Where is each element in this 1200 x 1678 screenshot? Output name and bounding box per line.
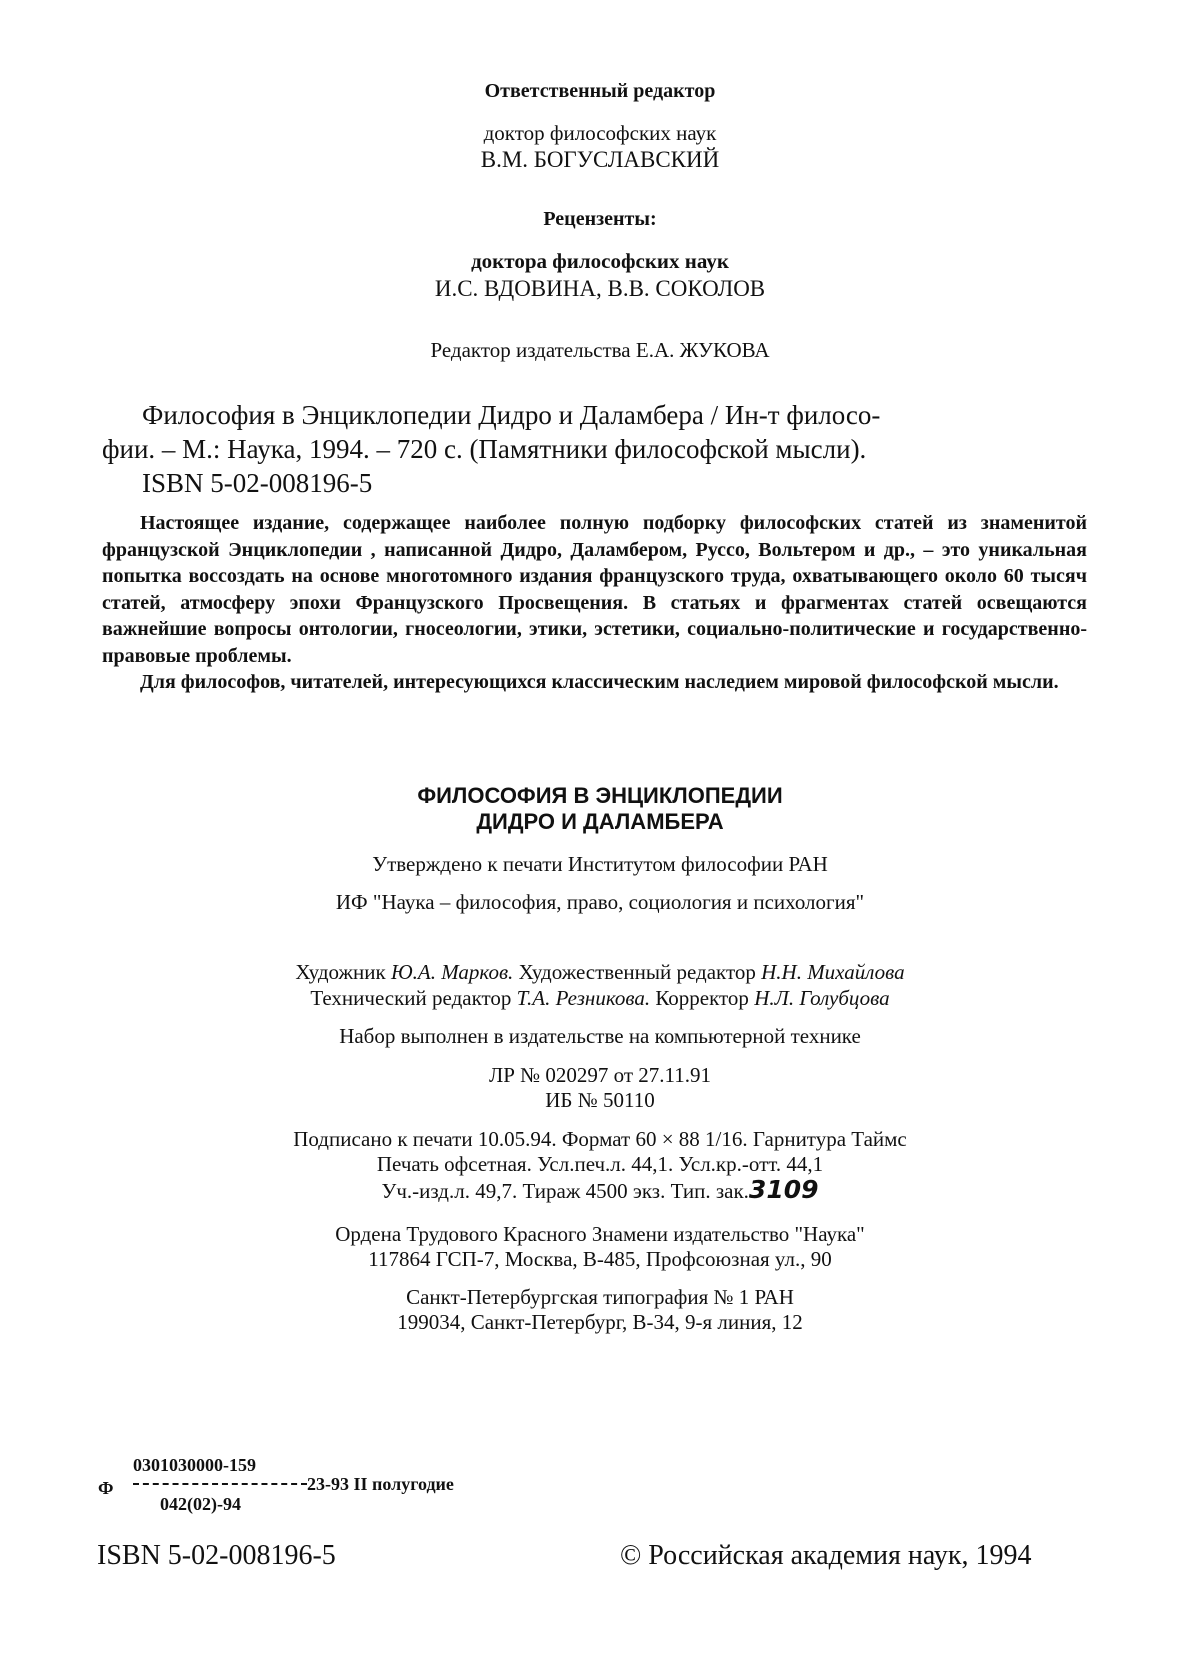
imprint-letter: Ф [98, 1478, 114, 1498]
publisher-editor: Редактор издательства Е.А. ЖУКОВА [430, 338, 770, 362]
tech-editor-name: Т.А. Резникова. [516, 986, 651, 1010]
annotation-paragraph-1: Настоящее издание, содержащее наиболее полную подборку философских статей из знаменитой французской Энциклопедии , написанной Дидро, Даламбером, Руссо, Вольтером и др., – это уникальная попытка воссоздать на основе многотомного издания французского труда, охватывающего около 60 тысяч статей, атмосферу эпохи Французского Просвещения. В статьях и фрагментах статей освещаются важнейшие вопросы онтологии, гносеологии, этики, эстетики, социально-политические и государственно-правовые проблемы. [102, 512, 1087, 667]
credits-line-2: Технический редактор Т.А. Резникова. Корректор Н.Л. Голубцова [310, 986, 890, 1010]
biblio-line-2: фии. – М.: Наука, 1994. – 720 с. (Памятники философской мысли). [102, 434, 867, 464]
book-title-line-1: ФИЛОСОФИЯ В ЭНЦИКЛОПЕДИИ [417, 783, 783, 808]
editor-title: Ответственный редактор [484, 80, 716, 102]
publisher-line-1: Ордена Трудового Красного Знамени издательство "Наука" [335, 1222, 865, 1246]
book-title-line-2: ДИДРО И ДАЛАМБЕРА [476, 809, 724, 834]
credits-line-1: Художник Ю.А. Марков. Художественный редактор Н.Н. Михайлова [295, 960, 905, 984]
footer-isbn: ISBN 5-02-008196-5 [97, 1540, 336, 1571]
print-data-line-1: Подписано к печати 10.05.94. Формат 60 × 88 1/16. Гарнитура Таймс [293, 1127, 907, 1151]
art-editor-name: Н.Н. Михайлова [761, 960, 905, 984]
reviewers-names: И.С. ВДОВИНА, В.В. СОКОЛОВ [434, 276, 766, 301]
reviewers-title: Рецензенты: [543, 208, 657, 230]
editor-name: В.М. БОГУСЛАВСКИЙ [480, 147, 720, 172]
order-number: 3109 [748, 1175, 819, 1204]
publisher-line-2: 117864 ГСП-7, Москва, В-485, Профсоюзная ул., 90 [368, 1247, 832, 1271]
editor-degree: доктор философских наук [483, 121, 717, 145]
print-data-line-2: Печать офсетная. Усл.печ.л. 44,1. Усл.кр.-отт. 44,1 [376, 1152, 824, 1176]
imprint-numerator: 0301030000-159 [133, 1455, 256, 1475]
if-line: ИФ "Наука – философия, право, социология и психология" [335, 890, 865, 914]
reviewers-degree: доктора философских наук [471, 249, 729, 273]
fraction-bar [133, 1483, 307, 1485]
typeset-line: Набор выполнен в издательстве на компьютерной технике [339, 1024, 861, 1048]
approved-line: Утверждено к печати Институтом философии РАН [372, 852, 828, 876]
biblio-line-1: Философия в Энциклопедии Дидро и Даламбера / Ин-т филосо- [142, 400, 881, 430]
biblio-isbn: ISBN 5-02-008196-5 [142, 468, 373, 498]
bibliographic-description [102, 398, 1087, 500]
print-data-line-3: Уч.-изд.л. 49,7. Тираж 4500 экз. Тип. зак.3109 [381, 1175, 819, 1204]
printer-line-1: Санкт-Петербургская типография № 1 РАН [406, 1285, 794, 1309]
printer-line-2: 199034, Санкт-Петербург, В-34, 9-я линия, 12 [397, 1310, 803, 1334]
footer-copyright: © Российская академия наук, 1994 [620, 1540, 1032, 1571]
corrector-name: Н.Л. Голубцова [754, 986, 890, 1010]
license-ib: ИБ № 50110 [545, 1088, 655, 1112]
imprint-suffix: 23-93 II полугодие [307, 1474, 454, 1494]
license-lr: ЛР № 020297 от 27.11.91 [488, 1063, 712, 1087]
artist-name: Ю.А. Марков. [390, 960, 514, 984]
annotation-paragraph-2: Для философов, читателей, интересующихся классическим наследием мировой философской мысли. [140, 671, 1059, 693]
imprint-denominator: 042(02)-94 [160, 1494, 241, 1514]
annotation [102, 510, 1087, 696]
